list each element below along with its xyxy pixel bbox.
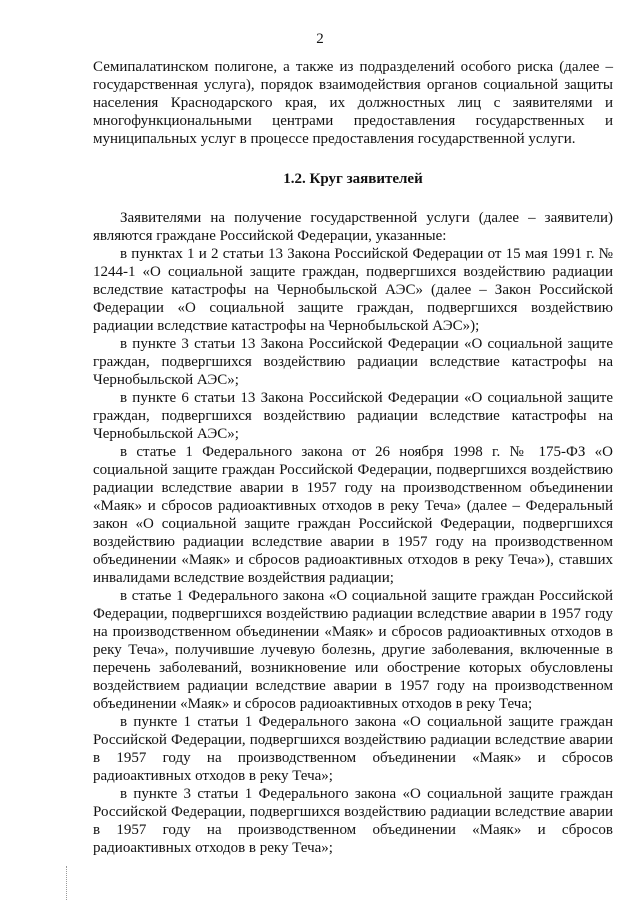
section-heading: 1.2. Круг заявителей: [283, 171, 423, 187]
document-body: [93, 58, 613, 857]
scan-margin-mark: [66, 866, 69, 900]
page-number: 2: [316, 31, 324, 47]
paragraph-item-1: в пунктах 1 и 2 статьи 13 Закона Российской Федерации от 15 мая 1991 г. № 1244-1 «О социальной защите граждан, подвергшихся воздействию радиации вследствие катастрофы на Чернобыльской АЭС» (далее – Закон Российской Федерации «О социальной защите граждан, подвергшихся воздействию радиации вследствие катастрофы на Чернобыльской АЭС»);: [93, 246, 613, 334]
paragraph-item-2: в пункте 3 статьи 13 Закона Российской Федерации «О социальной защите граждан, подвергшихся воздействию радиации вследствие катастрофы на Чернобыльской АЭС»;: [93, 336, 613, 388]
paragraph-item-5: в статье 1 Федерального закона «О социальной защите граждан Российской Федерации, подвергшихся воздействию радиации вследствие аварии в 1957 году на производственном объединении «Маяк» и сбросов радиоактивных отходов в реку Теча», получившие лучевую болезнь, другие заболевания, включенные в перечень заболеваний, возникновение или обострение которых обусловлены воздействием радиации вследствие аварии в 1957 году на производственном объединении «Маяк» и сбросов радиоактивных отходов в реку Теча;: [93, 588, 613, 712]
paragraph-item-4: в статье 1 Федерального закона от 26 ноября 1998 г. № 175-ФЗ «О социальной защите граждан Российской Федерации, подвергшихся воздействию радиации вследствие аварии в 1957 году на производственном объединении «Маяк» и сбросов радиоактивных отходов в реку Теча» (далее – Федеральный закон «О социальной защите граждан Российской Федерации, подвергшихся воздействию радиации вследствие аварии в 1957 году на производственном объединении «Маяк» и сбросов радиоактивных отходов в реку Теча»), ставших инвалидами вследствие воздействия радиации;: [93, 444, 613, 586]
paragraph-item-7: в пункте 3 статьи 1 Федерального закона «О социальной защите граждан Российской Федерации, подвергшихся воздействию радиации вследствие аварии в 1957 году на производственном объединении «Маяк» и сбросов радиоактивных отходов в реку Теча»;: [93, 786, 613, 856]
paragraph-item-6: в пункте 1 статьи 1 Федерального закона «О социальной защите граждан Российской Федерации, подвергшихся воздействию радиации вследствие аварии в 1957 году на производственном объединении «Маяк» и сбросов радиоактивных отходов в реку Теча»;: [93, 714, 613, 784]
paragraph-applicants: Заявителями на получение государственной услуги (далее – заявители) являются граждане Российской Федерации, указанные:: [93, 210, 613, 244]
paragraph-item-3: в пункте 6 статьи 13 Закона Российской Федерации «О социальной защите граждан, подвергшихся воздействию радиации вследствие катастрофы на Чернобыльской АЭС»;: [93, 390, 613, 442]
intro-paragraph: Семипалатинском полигоне, а также из подразделений особого риска (далее – государственная услуга), порядок взаимодействия органов социальной защиты населения Краснодарского края, их должностных лиц с заявителями и многофункциональными центрами предоставления государственных и муниципальных услуг в процессе предоставления государственной услуги.: [93, 59, 613, 147]
